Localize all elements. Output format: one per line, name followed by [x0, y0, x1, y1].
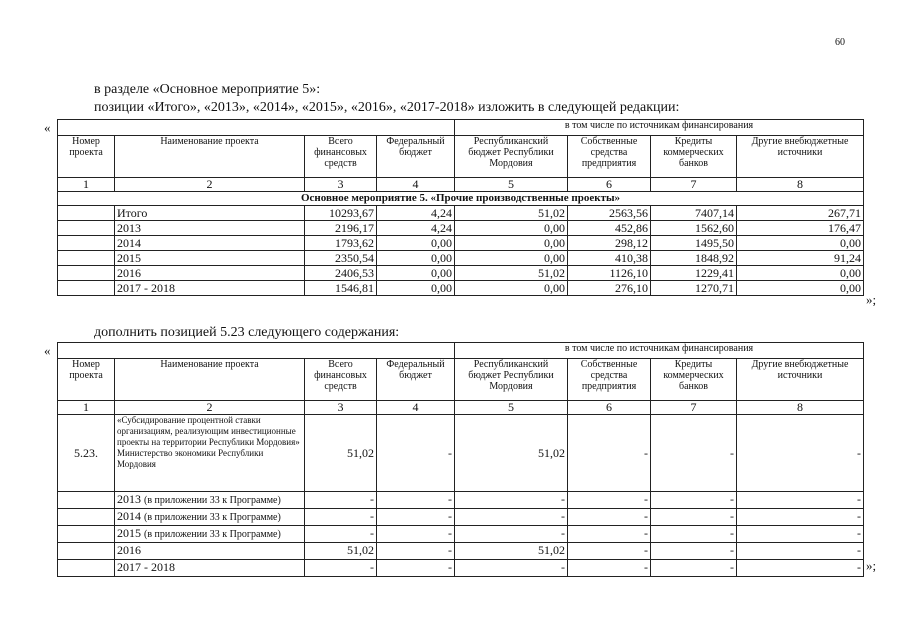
- table-row: 2015 2350,54 0,00 0,00 410,38 1848,92 91,24: [58, 251, 864, 266]
- header-total: Всего финансовых средств: [305, 359, 377, 401]
- table-row: 2013 2196,17 4,24 0,00 452,86 1562,60 176,47: [58, 221, 864, 236]
- close-quote-1: »;: [866, 292, 877, 307]
- sources-title: в том числе по источникам финансирования: [455, 343, 864, 359]
- middle-line: дополнить позицией 5.23 следующего содержания:: [94, 325, 400, 340]
- header-other: Другие внебюджетные источники: [737, 359, 864, 401]
- header-total: Всего финансовых средств: [305, 136, 377, 178]
- header-other: Другие внебюджетные источники: [737, 136, 864, 178]
- col-num: 1: [58, 401, 115, 415]
- header-project-name: Наименование проекта: [115, 136, 305, 178]
- header-project-name: Наименование проекта: [115, 359, 305, 401]
- table-row: 2016 2406,53 0,00 51,02 1126,10 1229,41 0,00: [58, 266, 864, 281]
- col-num: 7: [651, 178, 737, 192]
- header-project-number: Номер проекта: [58, 359, 115, 401]
- table-row: 2016 51,02 - 51,02 - - -: [58, 543, 864, 560]
- header-federal: Федеральный бюджет: [377, 359, 455, 401]
- project-row: 5.23. «Субсидирование процентной ставки организациям, реализующим инвестиционные проекты на территории Республики Мордовия» Министерство экономики Республики Мордовия 51,02 - 51,02 - - -: [58, 415, 864, 492]
- intro-line-2: позиции «Итого», «2013», «2014», «2015», «2016», «2017-2018» изложить в следующей редакции:: [94, 100, 680, 115]
- col-num: 7: [651, 401, 737, 415]
- page-number: 60: [835, 37, 845, 48]
- table-row: 2014 (в приложении 33 к Программе) - - - - - -: [58, 509, 864, 526]
- header-own-funds: Собственные средства предприятия: [568, 136, 651, 178]
- header-credits: Кредиты коммерческих банков: [651, 359, 737, 401]
- col-num: 8: [737, 401, 864, 415]
- col-num: 2: [115, 178, 305, 192]
- table-financing-2: [57, 342, 864, 577]
- col-num: 3: [305, 178, 377, 192]
- project-number: 5.23.: [58, 415, 115, 492]
- col-num: 2: [115, 401, 305, 415]
- table-financing-1: [57, 119, 864, 296]
- col-num: 6: [568, 178, 651, 192]
- col-num: 1: [58, 178, 115, 192]
- col-num: 5: [455, 178, 568, 192]
- open-quote-1: «: [44, 120, 51, 135]
- header-own-funds: Собственные средства предприятия: [568, 359, 651, 401]
- table-row: 2014 1793,62 0,00 0,00 298,12 1495,50 0,00: [58, 236, 864, 251]
- col-num: 4: [377, 401, 455, 415]
- col-num: 4: [377, 178, 455, 192]
- header-republic: Республиканский бюджет Республики Мордовия: [455, 136, 568, 178]
- table-row: 2017 - 2018 - - - - - -: [58, 560, 864, 577]
- header-republic: Республиканский бюджет Республики Мордовия: [455, 359, 568, 401]
- table-row: Итого 10293,67 4,24 51,02 2563,56 7407,14 267,71: [58, 206, 864, 221]
- intro-line-1: в разделе «Основное мероприятие 5»:: [94, 82, 321, 97]
- table-row: 2015 (в приложении 33 к Программе) - - - - - -: [58, 526, 864, 543]
- header-credits: Кредиты коммерческих банков: [651, 136, 737, 178]
- close-quote-2: »;: [866, 558, 877, 573]
- sources-title: в том числе по источникам финансирования: [455, 120, 864, 136]
- table-row: 2017 - 2018 1546,81 0,00 0,00 276,10 1270,71 0,00: [58, 281, 864, 296]
- col-num: 3: [305, 401, 377, 415]
- col-num: 6: [568, 401, 651, 415]
- section-title: Основное мероприятие 5. «Прочие производственные проекты»: [58, 192, 864, 206]
- col-num: 8: [737, 178, 864, 192]
- table-row: 2013 (в приложении 33 к Программе) - - - - - -: [58, 492, 864, 509]
- project-name: «Субсидирование процентной ставки организациям, реализующим инвестиционные проекты на территории Республики Мордовия» Министерство экономики Республики Мордовия: [115, 415, 305, 492]
- col-num: 5: [455, 401, 568, 415]
- header-project-number: Номер проекта: [58, 136, 115, 178]
- header-federal: Федеральный бюджет: [377, 136, 455, 178]
- open-quote-2: «: [44, 343, 51, 358]
- project-total: 51,02: [305, 415, 377, 492]
